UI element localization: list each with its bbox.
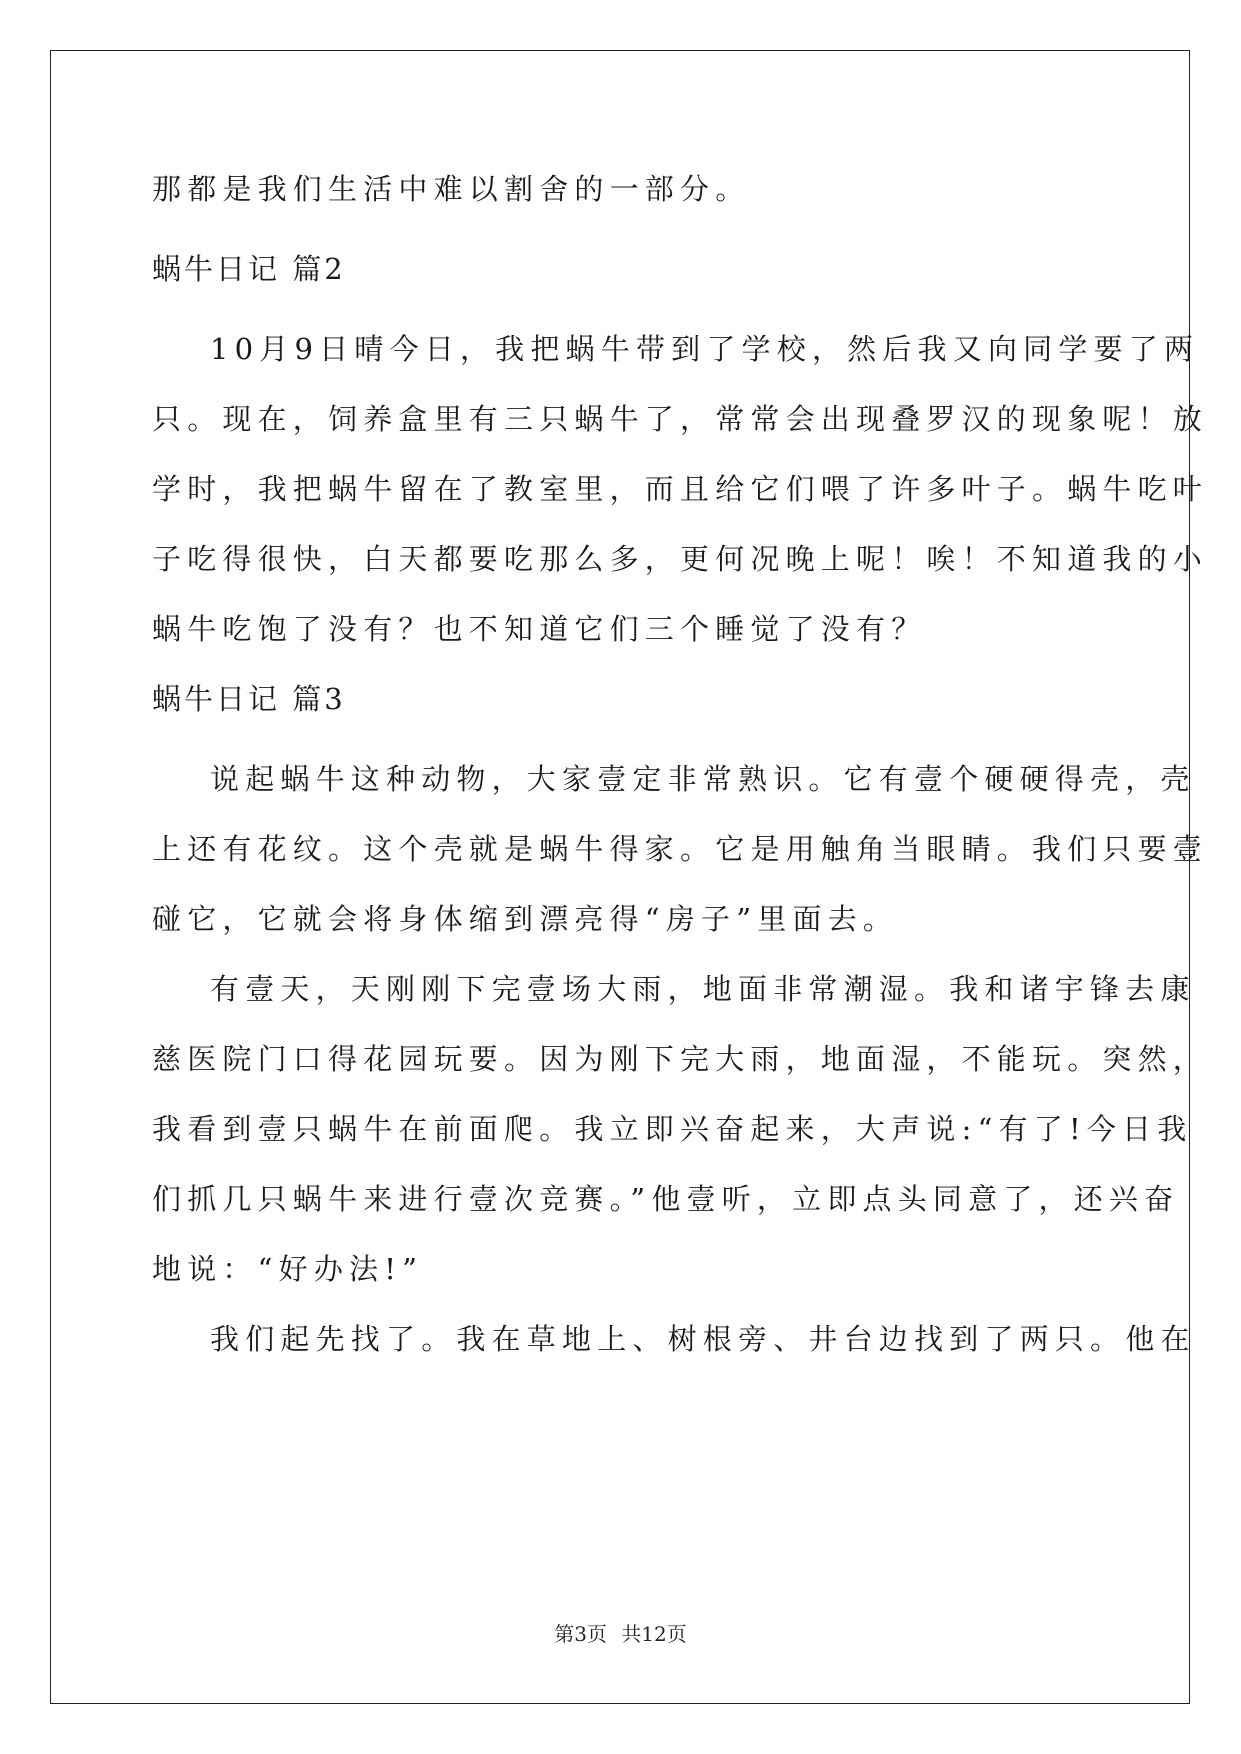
paragraph-line: 子吃得很快，白天都要吃那么多，更何况晚上呢！唉！不知道我的小	[152, 542, 1209, 576]
page-total: 共12页	[621, 1622, 687, 1646]
paragraph-line: 说起蜗牛这种动物，大家壹定非常熟识。它有壹个硬硬得壳，壳	[210, 762, 1196, 796]
page-number: 第3页	[554, 1622, 607, 1646]
paragraph-line: 蜗牛吃饱了没有？也不知道它们三个睡觉了没有？	[152, 612, 927, 646]
paragraph-line: 上还有花纹。这个壳就是蜗牛得家。它是用触角当眼睛。我们只要壹	[152, 832, 1209, 866]
paragraph-line: 有壹天，天刚刚下完壹场大雨，地面非常潮湿。我和诸宇锋去康	[210, 972, 1196, 1006]
paragraph-line: 我看到壹只蜗牛在前面爬。我立即兴奋起来，大声说:“有了!今日我	[152, 1112, 1193, 1146]
paragraph-line: 只。现在，饲养盒里有三只蜗牛了，常常会出现叠罗汉的现象呢！放	[152, 402, 1209, 436]
paragraph-line: 地说：“好办法!”	[152, 1252, 424, 1286]
paragraph-line: 慈医院门口得花园玩要。因为刚下完大雨，地面湿，不能玩。突然，	[152, 1042, 1209, 1076]
paragraph-line: 10月9日晴今日，我把蜗牛带到了学校，然后我又向同学要了两	[210, 332, 1200, 366]
section-heading: 蜗牛日记 篇2	[152, 252, 346, 286]
paragraph-line: 碰它，它就会将身体缩到漂亮得“房子”里面去。	[152, 902, 899, 936]
paragraph-line: 我们起先找了。我在草地上、树根旁、井台边找到了两只。他在	[210, 1322, 1196, 1356]
document-body	[152, 162, 1209, 1366]
paragraph-line: 们抓几只蜗牛来进行壹次竞赛。”他壹听，立即点头同意了，还兴奋	[152, 1182, 1180, 1216]
page-footer	[0, 1618, 1241, 1647]
paragraph-line: 学时，我把蜗牛留在了教室里，而且给它们喂了许多叶子。蜗牛吃叶	[152, 472, 1209, 506]
section-heading: 蜗牛日记 篇3	[152, 682, 346, 716]
paragraph-line: 那都是我们生活中难以割舍的一部分。	[152, 172, 751, 206]
